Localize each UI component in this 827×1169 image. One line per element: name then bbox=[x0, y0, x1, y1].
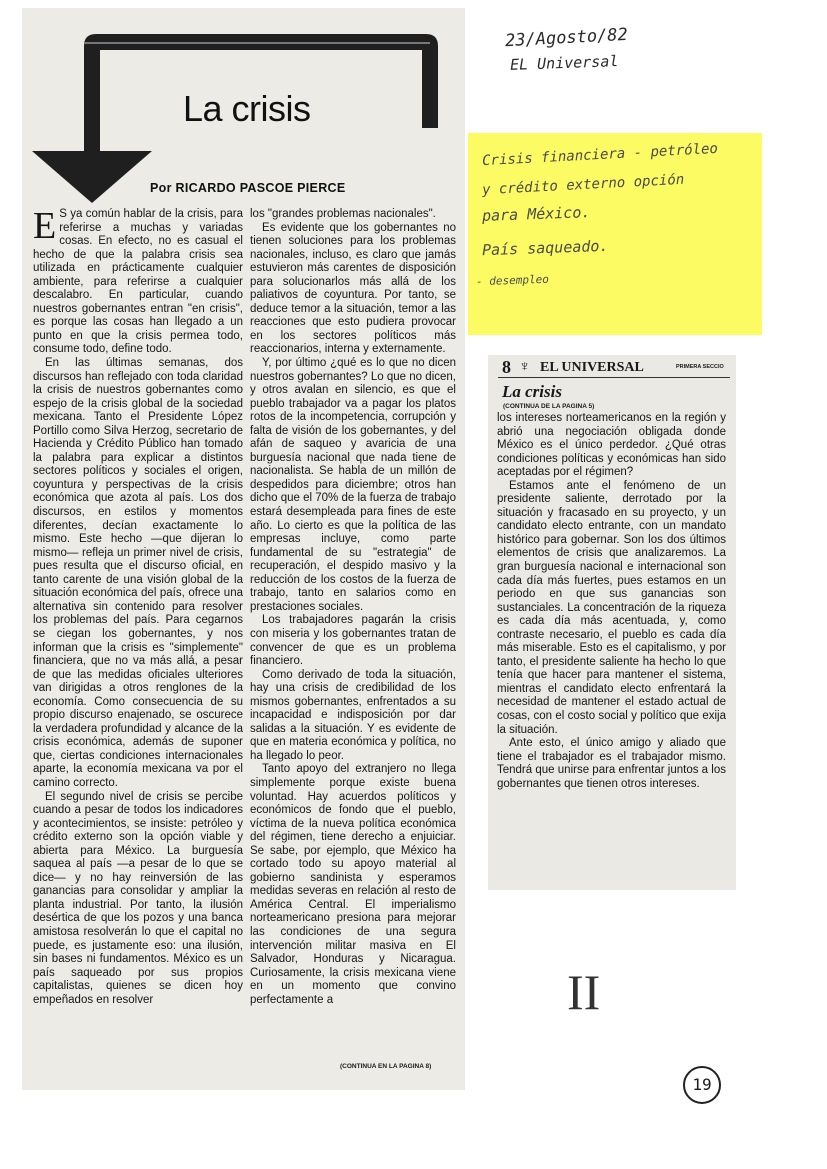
article-title: La crisis bbox=[183, 88, 311, 129]
article-paragraph: En las últimas semanas, dos discursos han reflejado con toda claridad la crisis de nuestros gobernantes como espejo de la crisis global de la sociedad mexicana. Tanto el Presidente López Portillo como Silva Herzog, secretario de Hacienda y Crédito Público han tomado la palabra para explicar a distintos sectores políticos y sociales el origen, coyuntura y perspectivas de la crisis económica que azota al país. Los dos discursos, en estilos y momentos diferentes, decían exactamente lo mismo. Este hecho —que dijeran lo mismo— refleja un primer nivel de crisis, pues resulta que el discurso oficial, en tanto carente de una visión global de la situación económica del país, ofrece una alternativa sin contenido para resolver los problemas del país. Para cegarnos se ciegan los gobernantes, y nos informan que la crisis es "simplemente" financiera, que no va más allá, a pesar de que las medidas oficiales ulteriores van dirigidas a otros renglones de la economía. Como consecuencia de su propio discurso enajenado, se oscurece la verdadera profundidad y alcance de la crisis económica, además de suponer que, ciertas condiciones internacionales aparte, la economía mexicana va por el camino correcto. bbox=[33, 357, 243, 789]
sticky-note-line: Crisis financiera - petróleo bbox=[481, 140, 719, 170]
article-paragraph: El segundo nivel de crisis se percibe cuando a pesar de todos los indicadores y acontecimientos, se insiste: petróleo y crédito externo son la opción viable y abierta para México. La burguesía saquea al país —a pesar de lo que se dice— y no hay reinversión de las ganancias para consolidar y ampliar la planta industrial. Por tanto, la ilusión desértica de que los pozos y una banca amistosa resolverán lo que el capital no puede, es justamente eso: una ilusión, sin bases ni fundamentos. México es un país saqueado por sus propios capitalistas, quienes se dicen hoy empeñados en resolver bbox=[33, 790, 243, 1006]
article-paragraph: Como derivado de toda la situación, hay una crisis de credibilidad de los mismos gobernantes, enfrentados a su incapacidad e indisposición por dar salidas a la situación. Y es evidente de que en materia económica y política, no ha llegado lo peor. bbox=[250, 668, 456, 762]
sticky-note-line: País saqueado. bbox=[481, 236, 609, 260]
continuation-page-number: 8 bbox=[502, 357, 511, 377]
article-paragraph: Es evidente que los gobernantes no tienen soluciones para los problemas nacionales, incluso, es claro que jamás estuvieron más carentes de disposición para solucionarlos más allá de los paliativos de coyuntura. Por tanto, se deduce temor a la situación, temor a las reacciones que esto pudiera provocar en los sectores políticos más reaccionarios, interna y externamente. bbox=[250, 221, 456, 356]
continued-from-note: (CONTINUA DE LA PAGINA 5) bbox=[503, 403, 595, 410]
drop-cap: E bbox=[33, 205, 57, 247]
continuation-paragraph: Ante esto, el único amigo y aliado que tiene el trabajador es el trabajador mismo. Tendrá que unirse para enfrentar juntos a los gobernantes que tienen otros intereses. bbox=[497, 737, 726, 790]
continuation-column bbox=[497, 412, 726, 791]
continuation-paragraph: Estamos ante el fenómeno de un presidente saliente, derrotado por la situación y fracasado en su proyecto, y un candidato electo entrante, con un mandato histórico para gobernar. Son los dos últimos elementos de crisis que analizaremos. La gran burguesía nacional e internacional son cada día más fuertes, pues estamos en un periodo en que sus ganancias son sustanciales. La concentración de la riqueza es cada día más acentuada, y, como contraste necesario, el pueblo es cada día más miserable. Esto es el capitalismo, y por tanto, el presidente saliente ha hecho lo que tenía que hacer para mantener el sistema, mientras el candidato electo enfrentará la necesidad de mantener el estado actual de cosas, con el costo social y político que exija la situación. bbox=[497, 479, 726, 736]
handwritten-date: 23/Agosto/82 bbox=[504, 24, 629, 52]
continued-note: (CONTINUA EN LA PAGINA 8) bbox=[340, 1063, 432, 1070]
article-paragraph: Los trabajadores pagarán la crisis con miseria y los gobernantes tratan de convencer de que es un problema financiero. bbox=[250, 614, 456, 668]
article-paragraph: Tanto apoyo del extranjero no llega simplemente porque existe buena voluntad. Hay acuerdos políticos y económicos de fondo que el pueblo, víctima de la nueva política económica del régimen, tiene derecho a enjuiciar. Se sabe, por ejemplo, que México ha cortado todo su apoyo material al gobierno sandinista y esperamos medidas severas en relación al resto de América Central. El imperialismo norteamericano presiona para mejorar las condiciones de una segura intervención militar masiva en El Salvador, Honduras y Nicaragua. Curiosamente, la crisis mexicana viene en un momento que convino perfectamente a bbox=[250, 763, 456, 1006]
handwritten-newspaper-name: EL Universal bbox=[509, 52, 619, 74]
article-column-1 bbox=[33, 205, 243, 1007]
continuation-header bbox=[498, 357, 730, 378]
article-paragraph: Y, por último ¿qué es lo que no dicen nuestros gobernantes? Lo que no dicen, y otros avalan en silencio, es que el pueblo trabajador va a pagar los platos rotos de la incompetencia, corrupción y falta de visión de los gobernantes, y del afán de saqueo y avaricia de una burguesía nacional que nada tiene de nacionalista. Se habla de un millón de despedidos para diciembre; otros han dicho que el 70% de la fuerza de trabajo estará desempleada para fines de este año. Lo cierto es que la política de las empresas incluye, como parte fundamental de su "estrategia" de recuperación, el despido masivo y la reducción de los costos de la fuerza de trabajo, tanto en salarios como en prestaciones sociales. bbox=[250, 357, 456, 613]
continuation-section: PRIMERA SECCIO bbox=[676, 364, 724, 370]
continuation-title: La crisis bbox=[502, 382, 562, 401]
article-column-2 bbox=[250, 208, 456, 1007]
continuation-paragraph: los intereses norteamericanos en la región y abrió una negociación obligada donde México es el único perdedor. ¿Qué otras condiciones políticas y económicas han sido aceptadas por el régimen? bbox=[497, 412, 726, 479]
article-paragraph: E S ya común hablar de la crisis, para referirse a muchas y variadas cosas. En efecto, no es casual el hecho de que la palabra crisis sea utilizada en prácticamente cualquier ambiente, para referirse a cualquier descalabro. En particular, cuando nuestros gobernantes entran "en crisis", es porque las cosas han llegado a un punto en que la crisis permea todo, consume todo, define todo. bbox=[33, 205, 243, 356]
article-byline: Por RICARDO PASCOE PIERCE bbox=[150, 181, 346, 195]
continuation-paper-name: EL UNIVERSAL bbox=[540, 360, 644, 375]
sticky-note bbox=[468, 133, 762, 335]
eagle-logo-icon: ♆ bbox=[519, 358, 531, 375]
sticky-note-line: y crédito externo opción bbox=[481, 171, 685, 199]
handwritten-roman-numeral: II bbox=[567, 964, 601, 1020]
article-paragraph: los "grandes problemas nacionales". bbox=[250, 208, 436, 220]
sticky-note-line: - desempleo bbox=[475, 272, 550, 289]
handwritten-page-circle: 19 bbox=[683, 1066, 721, 1104]
sticky-note-line: para México. bbox=[481, 203, 591, 225]
